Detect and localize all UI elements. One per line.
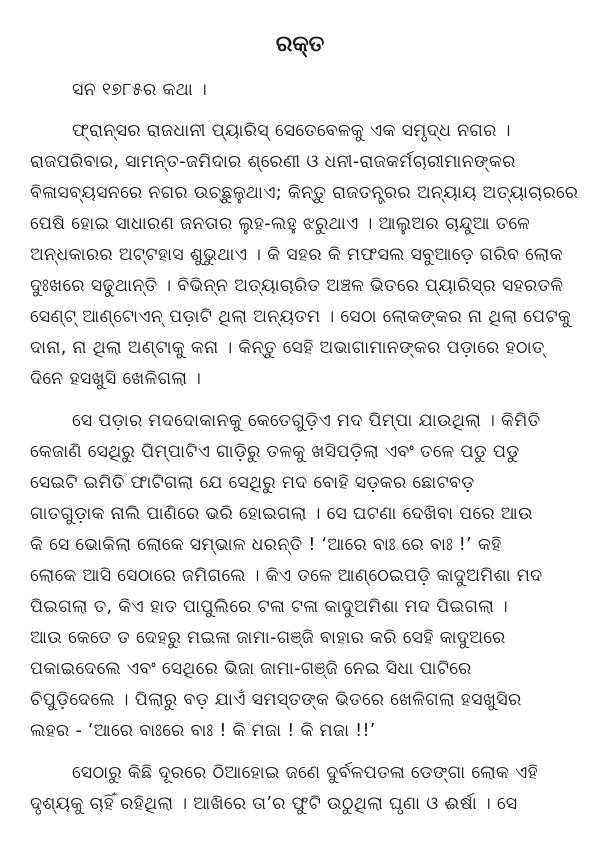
- text-line: କେଜାଣି ସେଥିରୁ ପିମ୍ପାଟିଏ ଗାଡ଼ିରୁ ତଳକୁ ଖସିପଡ଼ିଲା ଏବଂ ତଳେ ପଡୁ ପଡୁ: [30, 442, 520, 462]
- text-line: ପେଷି ହୋଇ ସାଧାରଣ ଜନତାର ଲୁହ-ଲହୁ ଝରୁଥାଏ । ଆଲୁଅର ଚାନ୍ଦୁଆ ତଳେ: [30, 214, 531, 234]
- text-line: ଲହର - ‘ଆରେ ବାଃରେ ବାଃ ! କି ମଜା ! କି ମଜା !!’: [30, 721, 376, 741]
- text-line: ଚିପୁଡ଼ିଦେଲେ । ପିଲାରୁ ବଡ଼ ଯାଏଁ ସମସ୍ତଙ୍କ ଭିତରେ ଖେଳିଗଲା ହସଖୁସିର: [30, 690, 522, 710]
- text-line: ସେଣ୍ଟ୍ ଆଣ୍ଟୋଏନ୍ ପଡ଼ାଟି ଥିଲା ଅନ୍ୟତମ । ସେଠା ଲୋକଙ୍କର ନା ଥିଲା ପେଟକୁ: [30, 307, 572, 327]
- chapter-title: ରକ୍ତ: [275, 32, 325, 57]
- text-line: ରାଜପରିବାର, ସାମନ୍ତ-ଜମିଦାର ଶ୍ରେଣୀ ଓ ଧନୀ-ରାଜକର୍ମଚାରୀମାନଙ୍କର: [30, 152, 516, 172]
- text-line: ଲୋକେ ଆସି ସେଠାରେ ଜମିଗଲେ । କିଏ ତଳେ ଆଣ୍ଠେଇପଡ଼ି କାଦୁଅମିଶା ମଦ: [30, 566, 543, 586]
- text-line: ସନ ୧୭୮୫ର କଥା ।: [72, 80, 208, 100]
- text-line: ସେ ପଡ଼ାର ମଦଦୋକାନକୁ କେତେଗୁଡ଼ିଏ ମଦ ପିମ୍ପା ଯାଉଥିଲା । କିମିତି: [72, 411, 541, 431]
- text-line: ସେଇଟି ଇମିତି ଫାଟିଗଲା ଯେ ସେଥିରୁ ମଦ ବୋହି ସଡ଼କର ଛୋଟବଡ଼: [30, 473, 475, 493]
- text-line: ପିଇଗଲା ତ, କିଏ ହାତ ପାପୁଲିରେ ଟଳା ଟଳା କାଦୁଅମିଶା ମଦ ପିଇଗଲା ।: [30, 597, 509, 617]
- text-line: ଦୁଃଖରେ ସଢୁଥାନ୍ତି । ବିଭିନ୍ନ ଅତ୍ୟାଚାରିତ ଅଞ୍ଚଳ ଭିତରେ ପ୍ୟାରିସ୍‌ର ସହରତଳି: [30, 276, 564, 296]
- text-line: ଦୃଶ୍ୟକୁ ଚାହିଁ ରହିଥିଲା । ଆଖିରେ ତା’ର ଫୁଟି ଉଠୁଥିଲା ଘୃଣା ଓ ଈର୍ଷା । ସେ: [30, 794, 518, 814]
- text-line: ଫ୍ରାନ୍ସର ରାଜଧାନୀ ପ୍ୟାରିସ୍ ସେତେବେଳକୁ ଏକ ସମୃଦ୍ଧ ନଗର ।: [72, 121, 511, 141]
- text-line: ଦିନେ ହସଖୁସି ଖେଳିଗଲା ।: [30, 369, 202, 389]
- text-line: ସେଠାରୁ କିଛି ଦୂରରେ ଠିଆହୋଇ ଜଣେ ଦୁର୍ବଳପତଳା ଡେଙ୍ଗା ଲୋକ ଏହି: [72, 763, 539, 783]
- text-line: ଗାତଗୁଡ଼ାକ ନାଲି ପାଣିରେ ଭରି ହୋଇଗଲା । ସେ ଘଟଣା ଦେଖିବା ପରେ ଆଉ: [30, 504, 533, 524]
- text-line: କି ସେ ଭୋକିଲା ଲୋକେ ସମ୍ଭାଳ ଧରନ୍ତି ! ‘ଆରେ ବାଃ ରେ ବାଃ !’ କହି: [30, 535, 502, 555]
- text-line: ଦାନା, ନା ଥିଲା ଅଣ୍ଟାକୁ କନା । କିନ୍ତୁ ସେହି ଅଭାଗାମାନଙ୍କର ପଡ଼ାରେ ହଠାତ୍: [30, 338, 545, 358]
- text-line: ଆଉ କେତେ ତ ଦେହରୁ ମଇଳା ଜାମା-ଗଞ୍ଜି ବାହାର କରି ସେହି କାଦୁଅରେ: [30, 628, 506, 648]
- text-line: ବିଳାସବ୍ୟସନରେ ନଗର ଉଚ୍ଛୁଳୁଥାଏ; କିନ୍ତୁ ରାଜତନ୍ତ୍ରର ଅନ୍ୟାୟ ଅତ୍ୟାଚାରରେ: [30, 183, 579, 203]
- text-line: ପକାଇଦେଲେ ଏବଂ ସେଥିରେ ଭିଜା ଜାମା-ଗଞ୍ଜି ନେଇ ସିଧା ପାଟିରେ: [30, 659, 472, 679]
- text-line: ଅନ୍ଧକାରର ଅଟ୍ଟହାସ ଶୁଭୁଥାଏ । କି ସହର କି ମଫସଲ ସବୁଆଡ଼େ ଗରିବ ଲୋକ: [30, 245, 563, 265]
